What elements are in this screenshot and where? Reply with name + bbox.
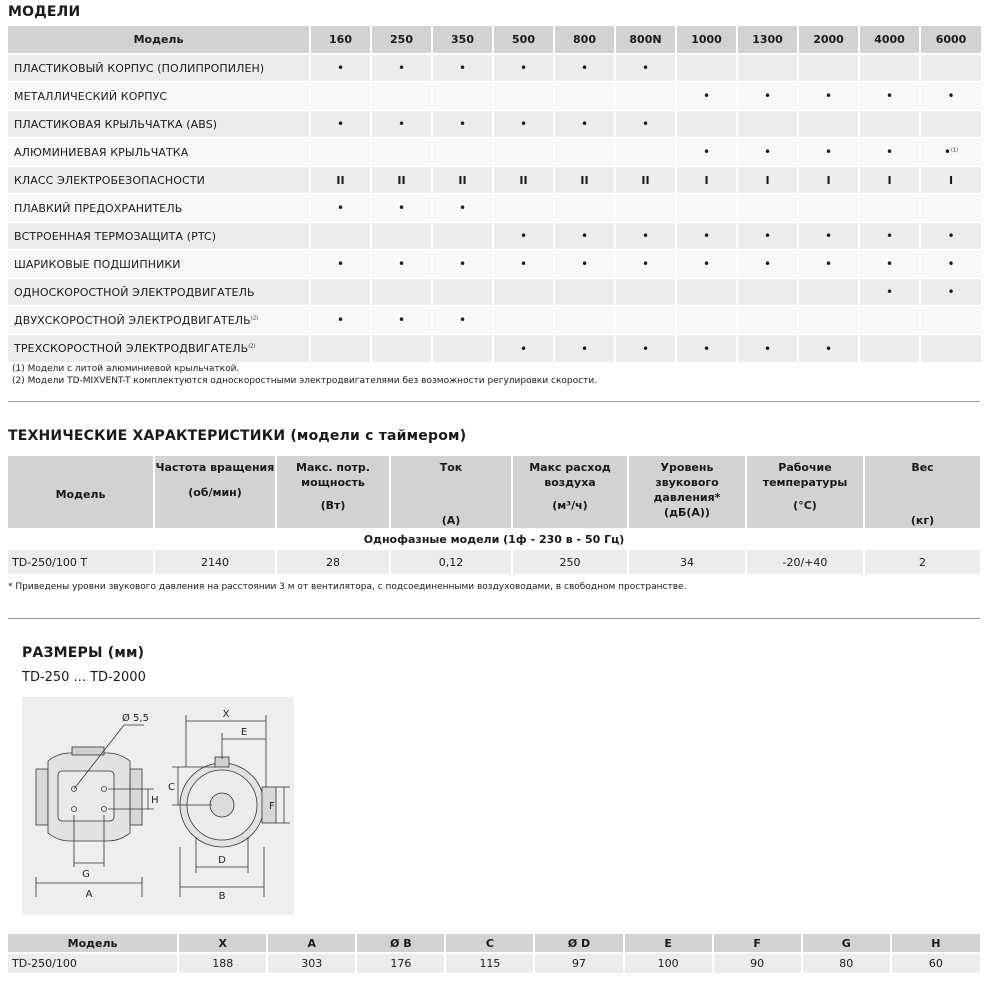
feature-label: МЕТАЛЛИЧЕСКИЙ КОРПУС [8,82,310,110]
feature-cell: II [371,166,432,194]
divider [8,401,980,402]
feature-cell [615,82,676,110]
models-col-500: 500 [493,26,554,54]
models-col-4000: 4000 [859,26,920,54]
tech-cell-current: 0,12 [390,550,512,574]
table-row [8,306,981,334]
feature-cell [737,194,798,222]
side-plate [58,771,114,821]
feature-cell: • [432,54,493,82]
footnote-marker: (2) [250,314,259,321]
label-e: E [240,727,248,738]
feature-cell [554,82,615,110]
feature-cell [493,306,554,334]
models-col-800: 800 [554,26,615,54]
feature-cell: • [676,250,737,278]
models-col-350: 350 [432,26,493,54]
models-col-800n: 800N [615,26,676,54]
table-row [8,82,981,110]
tech-cell-airflow: 250 [512,550,628,574]
feature-cell: II [615,166,676,194]
feature-cell: • [554,110,615,138]
feature-cell: II [310,166,371,194]
table-row [8,54,981,82]
feature-cell: • [310,54,371,82]
models-footnote-2: (2) Модели TD-MIXVENT-T комплектуются односкоростными электродвигателями без возможности регулировки скорости. [12,376,598,386]
table-row [8,334,981,362]
models-col-1300: 1300 [737,26,798,54]
label-hole: Ø 5,5 [122,713,149,724]
feature-cell: • [920,250,981,278]
dims-header-row [8,934,980,953]
feature-cell [798,54,859,82]
feature-label: ТРЕХСКОРОСТНОЙ ЭЛЕКТРОДВИГАТЕЛЬ$^{(2)}$ [8,334,310,362]
feature-cell [554,306,615,334]
feature-cell: • [676,138,737,166]
dims-section-title: РАЗМЕРЫ (мм) [22,645,145,661]
label-c: C [168,782,175,793]
feature-cell: • [371,54,432,82]
feature-cell: • [798,250,859,278]
table-row [8,250,981,278]
models-table [8,26,981,362]
feature-label: ПЛАВКИЙ ПРЕДОХРАНИТЕЛЬ [8,194,310,222]
tech-cell-rpm: 2140 [154,550,276,574]
feature-cell: • [493,54,554,82]
feature-cell: • [859,82,920,110]
feature-cell [493,194,554,222]
feature-cell: • [798,222,859,250]
table-row [8,138,981,166]
models-footnotes [12,363,597,387]
dims-cell-f: 90 [713,953,802,973]
table-row [8,166,981,194]
feature-cell: II [432,166,493,194]
feature-cell: • [859,278,920,306]
feature-label: ВСТРОЕННАЯ ТЕРМОЗАЩИТА (PTC) [8,222,310,250]
feature-cell: • [371,194,432,222]
feature-cell: • [493,222,554,250]
feature-cell: • [737,82,798,110]
feature-cell: • [432,110,493,138]
feature-cell [310,278,371,306]
feature-cell [676,306,737,334]
dims-header-model: Модель [8,934,178,953]
footnote-marker: (2) [248,343,256,350]
label-d: D [218,855,226,866]
dims-cell-g: 80 [802,953,891,973]
feature-cell [615,306,676,334]
dims-cell-d: 97 [534,953,623,973]
tech-cell-model: TD-250/100 T [8,550,154,574]
feature-cell: • [310,306,371,334]
label-f: F [269,801,275,812]
models-section-title: МОДЕЛИ [8,4,81,20]
dims-header-c: C [445,934,534,953]
tech-table [8,456,980,574]
feature-cell [676,278,737,306]
label-b: B [218,891,226,902]
models-col-6000: 6000 [920,26,981,54]
tech-header-row [8,456,980,528]
feature-cell: • [493,110,554,138]
feature-cell [920,110,981,138]
dims-header-x: X [178,934,267,953]
feature-cell: • [615,54,676,82]
feature-cell [615,138,676,166]
feature-cell: • [554,334,615,362]
feature-cell: • [493,334,554,362]
tech-cell-noise: 34 [628,550,746,574]
side-right-flange [130,769,142,825]
table-row [8,222,981,250]
feature-cell: • [432,306,493,334]
feature-cell: • [676,334,737,362]
feature-cell [371,278,432,306]
dims-header-d: Ø D [534,934,623,953]
feature-cell [798,278,859,306]
feature-cell: • [859,250,920,278]
feature-cell [798,194,859,222]
feature-cell: • [676,82,737,110]
tech-footnote: * Приведены уровни звукового давления на расстоянии 3 м от вентилятора, с подсоединенными воздуховодами, в свободном пространстве. [8,582,687,592]
models-col-160: 160 [310,26,371,54]
dims-header-h: H [891,934,980,953]
feature-cell: I [737,166,798,194]
label-g: G [82,869,90,880]
feature-cell: II [493,166,554,194]
tech-section-title: ТЕХНИЧЕСКИЕ ХАРАКТЕРИСТИКИ (модели с таймером) [8,428,467,444]
feature-cell: • [859,138,920,166]
feature-cell [920,194,981,222]
side-left-flange [36,769,48,825]
feature-cell [310,138,371,166]
feature-label: КЛАСС ЭЛЕКТРОБЕЗОПАСНОСТИ [8,166,310,194]
label-a: A [85,889,93,900]
table-row [8,110,981,138]
feature-cell [554,138,615,166]
feature-cell [493,278,554,306]
feature-cell: • [920,82,981,110]
feature-cell: • [371,306,432,334]
table-row [8,550,980,574]
feature-cell: • [737,138,798,166]
feature-cell: • [493,250,554,278]
feature-cell [676,194,737,222]
feature-label: ПЛАСТИКОВЫЙ КОРПУС (ПОЛИПРОПИЛЕН) [8,54,310,82]
feature-cell: I [676,166,737,194]
feature-cell [493,138,554,166]
feature-cell [310,82,371,110]
dims-header-f: F [713,934,802,953]
feature-cell: I [859,166,920,194]
dims-cell-x: 188 [178,953,267,973]
tech-subhead: Однофазные модели (1ф - 230 в - 50 Гц) [8,528,980,550]
feature-cell: • [615,334,676,362]
table-row [8,278,981,306]
dims-cell-model: TD-250/100 [8,953,178,973]
divider [8,618,980,619]
label-h: H [151,795,159,806]
feature-cell [920,54,981,82]
tech-cell-weight: 2 [864,550,980,574]
tech-header-rpm: Частота вращения (об/мин) [154,456,276,528]
dims-header-g: G [802,934,891,953]
models-header-row [8,26,981,54]
feature-cell [676,110,737,138]
feature-cell [859,194,920,222]
feature-cell [737,110,798,138]
feature-cell [310,222,371,250]
dims-cell-e: 100 [624,953,713,973]
feature-cell [676,54,737,82]
feature-cell: • [859,222,920,250]
tech-header-model: Модель [8,456,154,528]
feature-cell: • [554,222,615,250]
feature-cell: • [432,194,493,222]
models-col-2000: 2000 [798,26,859,54]
feature-cell: • [371,250,432,278]
feature-cell [432,138,493,166]
front-hub [210,793,234,817]
feature-cell [737,54,798,82]
feature-cell [920,334,981,362]
feature-cell [371,138,432,166]
fan-drawing [22,697,294,915]
side-box [72,747,104,755]
dims-subtitle: TD-250 ... TD-2000 [22,670,146,685]
feature-cell [432,82,493,110]
feature-cell: • [737,334,798,362]
feature-cell: • [676,222,737,250]
feature-cell [859,110,920,138]
table-row [8,194,981,222]
tech-header-power: Макс. потр. мощность (Вт) [276,456,390,528]
feature-cell: • [554,250,615,278]
feature-cell [371,82,432,110]
feature-cell: I [798,166,859,194]
feature-cell [615,278,676,306]
feature-cell: • [432,250,493,278]
feature-cell: • [615,250,676,278]
models-footnote-1: (1) Модели с литой алюминиевой крыльчаткой. [12,364,240,374]
feature-cell: • [310,194,371,222]
feature-cell: • [554,54,615,82]
tech-cell-temp: -20/+40 [746,550,864,574]
feature-cell: • [310,250,371,278]
feature-cell: I [920,166,981,194]
feature-cell [554,278,615,306]
feature-label: ПЛАСТИКОВАЯ КРЫЛЬЧАТКА (ABS) [8,110,310,138]
feature-cell: • [615,222,676,250]
feature-cell [737,278,798,306]
feature-cell [615,194,676,222]
dims-cell-c: 115 [445,953,534,973]
table-row [8,953,980,973]
feature-cell: • [310,110,371,138]
feature-cell: • [615,110,676,138]
tech-header-weight: Вес (кг) [864,456,980,528]
models-col-250: 250 [371,26,432,54]
footnote-marker: (1) [950,147,959,154]
feature-cell: • [798,334,859,362]
tech-header-current: Ток (A) [390,456,512,528]
feature-cell [859,334,920,362]
dimension-drawing [22,697,294,915]
feature-cell: • [737,222,798,250]
feature-cell: • [798,138,859,166]
models-col-1000: 1000 [676,26,737,54]
feature-cell [493,82,554,110]
feature-cell [798,110,859,138]
feature-cell [432,278,493,306]
feature-cell: • [371,110,432,138]
tech-subhead-row [8,528,980,550]
feature-cell: • [920,278,981,306]
feature-cell [920,306,981,334]
tech-header-temp: Рабочие температуры (°С) [746,456,864,528]
feature-cell: • [920,222,981,250]
dims-table [8,934,980,973]
feature-cell: • [798,82,859,110]
feature-cell: II [554,166,615,194]
dims-header-a: A [267,934,356,953]
feature-cell [859,54,920,82]
feature-label: АЛЮМИНИЕВАЯ КРЫЛЬЧАТКА [8,138,310,166]
feature-cell [432,222,493,250]
feature-cell: • [737,250,798,278]
tech-header-noise: Уровень звукового давления* (дБ(А)) [628,456,746,528]
feature-label: ШАРИКОВЫЕ ПОДШИПНИКИ [8,250,310,278]
tech-header-airflow: Макс расход воздуха (м³/ч) [512,456,628,528]
feature-cell: •$^{(1)}$ [920,138,981,166]
feature-cell [554,194,615,222]
dims-cell-a: 303 [267,953,356,973]
models-header-model: Модель [8,26,310,54]
feature-cell [432,334,493,362]
label-x: X [222,709,230,720]
feature-cell [310,334,371,362]
tech-cell-power: 28 [276,550,390,574]
feature-cell [798,306,859,334]
feature-cell [737,306,798,334]
dims-header-b: Ø B [356,934,445,953]
dims-cell-h: 60 [891,953,980,973]
feature-label: ДВУХСКОРОСТНОЙ ЭЛЕКТРОДВИГАТЕЛЬ$^{(2)}$ [8,306,310,334]
feature-label: ОДНОСКОРОСТНОЙ ЭЛЕКТРОДВИГАТЕЛЬ [8,278,310,306]
feature-cell [371,222,432,250]
feature-cell [371,334,432,362]
dims-cell-b: 176 [356,953,445,973]
dims-header-e: E [624,934,713,953]
feature-cell [859,306,920,334]
